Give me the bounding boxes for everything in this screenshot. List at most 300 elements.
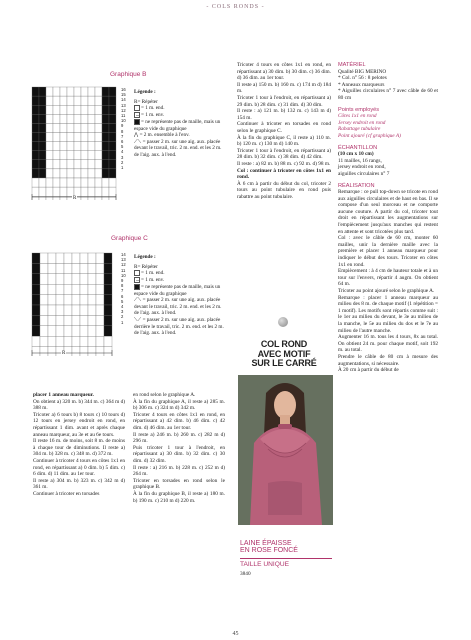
chart-cell [53, 142, 60, 151]
legend-knit: = 1 m. end. [134, 105, 227, 112]
chart-cell [64, 284, 72, 294]
row-number: 9 [121, 123, 124, 129]
chart-cell [88, 347, 96, 356]
chart-cell [48, 315, 56, 325]
chart-cell [95, 133, 102, 142]
chart-cell [32, 315, 40, 325]
chart-cell [74, 169, 81, 178]
chart-cell [39, 169, 46, 178]
chart-cell [96, 347, 104, 356]
chart-cell [96, 253, 104, 263]
row-number: 1 [121, 319, 124, 325]
chart-cell [109, 169, 116, 178]
chart-cell [60, 96, 67, 105]
chart-cell [46, 142, 53, 151]
chart-cell [40, 305, 48, 315]
chart-c-row-numbers [121, 252, 126, 325]
row-number: 5 [121, 298, 124, 304]
chart-cell [56, 295, 64, 305]
chart-cell [81, 133, 88, 142]
cable-front-icon: ⟋⟍ [134, 138, 142, 145]
chart-cell [53, 169, 60, 178]
row-number: 9 [121, 278, 124, 284]
chart-cell [39, 160, 46, 169]
row-number: 11 [121, 113, 126, 119]
chart-cell [88, 284, 96, 294]
chart-cell [109, 123, 116, 132]
row-number: 2 [121, 159, 124, 165]
chart-cell [104, 336, 112, 346]
chart-cell [48, 284, 56, 294]
chart-cell [32, 114, 39, 123]
chart-cell [80, 295, 88, 305]
chart-cell [104, 263, 112, 273]
chart-cell [72, 253, 80, 263]
size-label: TAILLE UNIQUE [240, 561, 289, 568]
chart-cell [104, 274, 112, 284]
chart-b-title: Graphique B [110, 71, 147, 78]
chart-cell [40, 336, 48, 346]
chart-cell [72, 305, 80, 315]
chart-cell [60, 160, 67, 169]
chart-cell [109, 160, 116, 169]
chart-cell [60, 169, 67, 178]
chart-cell [32, 295, 40, 305]
chart-cell [102, 151, 109, 160]
chart-cell [88, 87, 95, 96]
chart-cell [88, 263, 96, 273]
chart-cell [88, 178, 95, 187]
chart-cell [109, 114, 116, 123]
row-number: 10 [121, 118, 126, 124]
chart-cell [67, 178, 74, 187]
chart-cell [80, 305, 88, 315]
chart-cell [53, 178, 60, 187]
chart-cell [32, 336, 40, 346]
row-number: 7 [121, 288, 124, 294]
chart-cell [95, 87, 102, 96]
chart-cell [40, 274, 48, 284]
chart-cell [74, 87, 81, 96]
chart-cell [81, 142, 88, 151]
chart-cell [48, 305, 56, 315]
chart-cell [88, 274, 96, 284]
chart-cell [46, 169, 53, 178]
legend-c-empty: = ne représente pas de maille, mais un espace vide du graphique [134, 283, 221, 297]
page-header: - COLS RONDS - [206, 4, 265, 10]
chart-cell [32, 263, 40, 273]
knit-swatch-icon [134, 270, 140, 276]
chart-cell [81, 114, 88, 123]
chart-cell [95, 123, 102, 132]
chart-cell [32, 178, 39, 187]
echantillon-title: ÉCHANTILLON [338, 144, 378, 151]
chart-cell [74, 96, 81, 105]
chart-cell [60, 105, 67, 114]
row-number: 14 [121, 252, 126, 257]
chart-cell [95, 96, 102, 105]
chart-cell [53, 114, 60, 123]
purl-swatch-icon [134, 112, 140, 118]
chart-c-legend-title: Légende : [134, 254, 156, 260]
chart-cell [32, 274, 40, 284]
chart-cell [102, 178, 109, 187]
purl-swatch-icon [134, 277, 140, 283]
chart-cell [95, 178, 102, 187]
chart-cell [80, 253, 88, 263]
chart-cell [64, 263, 72, 273]
chart-cell [80, 347, 88, 356]
chart-cell [102, 87, 109, 96]
chart-cell [80, 274, 88, 284]
chart-cell [53, 123, 60, 132]
legend-c-repeat: R= Répéter [134, 263, 158, 270]
chart-cell [64, 274, 72, 284]
chart-cell [46, 178, 53, 187]
yarn-description: LAINE ÉPAISSE EN ROSE FONCÉ [240, 540, 298, 555]
chart-cell [104, 305, 112, 315]
chart-cell [104, 326, 112, 336]
chart-cell [39, 123, 46, 132]
chart-cell [80, 263, 88, 273]
chart-cell [80, 336, 88, 346]
chart-cell [56, 253, 64, 263]
chart-cell [32, 284, 40, 294]
chart-cell [60, 151, 67, 160]
legend-c-cable-front: ⟋⟍ = passer 2 m. sur une aig. aux. placée devant le travail, tric. 2 m. end. et les 2 m. de l'aig. aux. à l'end. [134, 297, 222, 317]
chart-cell [104, 295, 112, 305]
chart-cell [40, 253, 48, 263]
chart-cell [74, 114, 81, 123]
chart-cell [96, 305, 104, 315]
chart-cell [32, 123, 39, 132]
chart-cell [109, 187, 116, 196]
chart-cell [64, 305, 72, 315]
chart-b-legend-title: Légende : [134, 89, 156, 95]
chart-cell [67, 105, 74, 114]
chart-c-title: Graphique C [111, 235, 148, 242]
chart-cell [46, 133, 53, 142]
chart-cell [96, 295, 104, 305]
chart-cell [74, 151, 81, 160]
chart-cell [60, 178, 67, 187]
row-number: 3 [121, 309, 124, 315]
chart-cell [67, 187, 74, 196]
chart-cell [109, 96, 116, 105]
chart-c-legend [134, 254, 227, 337]
body-column-3: Tricoter 4 tours en côtes 1x1 en rond, en répartissant a) 30 dim. b) 30 dim. c) 36 dim. d) 36 dim. au 1er tour. Il reste a) 150 m. b) 160 m. c) 174 m d) 184 m. Tricoter 1 tour à l'endroit, en répartissant a) 29 dim. b) 28 dim. c) 31 dim. d) 30 dim. Il reste : a) 121 m. b) 132 m. c) 143 m d) 154 m. Continuer à tricoter en torsades en rond selon le graphique C. À la fin du graphique C, il reste a) 110 m. b) 120 m. c) 130 m d) 140 m. Tricoter 1 tour à l'endroit, en répartissant a) 28 dim. b) 32 dim. c) 38 dim. d) 42 dim. Il reste : a) 82 m. b) 88 m. c) 92 m. d) 98 m. Col : continuer à tricoter en côtes 1x1 en rond. À 6 cm à partir du début du col, tricoter 2 tours au point tubulaire en rond puis rabattre au point tubulaire. [237, 62, 331, 200]
chart-cell [109, 178, 116, 187]
chart-cell [74, 142, 81, 151]
chart-cell [46, 123, 53, 132]
chart-cell [96, 274, 104, 284]
chart-cell [32, 187, 39, 196]
chart-cell [48, 347, 56, 356]
chart-cell [48, 326, 56, 336]
chart-cell [40, 284, 48, 294]
row-number: 2 [121, 314, 124, 320]
legend-cable-front: ⟋⟍ = passer 2 m. sur une aig. aux. placée devant le travail, tric. 2 m. end. et les 2 m. de l'aig. aux. à l'end. [134, 138, 222, 158]
row-number: 7 [121, 133, 124, 139]
chart-b-repeat-label: R [73, 196, 77, 201]
chart-cell [74, 105, 81, 114]
pattern-title: COL ROND AVEC MOTIF SUR LE CARRÉ [251, 339, 317, 368]
chart-cell [32, 305, 40, 315]
chart-cell [109, 87, 116, 96]
chart-cell [40, 326, 48, 336]
chart-cell [81, 123, 88, 132]
row-number: 12 [121, 107, 126, 113]
knit-swatch-icon [134, 105, 140, 111]
chart-cell [40, 295, 48, 305]
chart-cell [56, 274, 64, 284]
chart-cell [32, 347, 40, 356]
chart-cell [64, 336, 72, 346]
chart-cell [102, 160, 109, 169]
chart-cell [95, 151, 102, 160]
chart-cell [102, 105, 109, 114]
chart-cell [48, 295, 56, 305]
p2tog-icon: ⋀ [134, 132, 139, 139]
body-column-1: placer 1 anneau marqueur. On obtient a) 320 m. b) 344 m. c) 364 m d) 388 m. Tricoter a) 6 tours b) 8 tours c) 10 tours d) 12 tours en jersey endroit en rond, en répartissant 1 dim. avant et après chaque anneau marqueur, au 3e et au 6e tours. Il reste 16 m. de moins, soit 8 m. de moins à chaque tour de diminutions. Il reste a) 304 m. b) 328 m. c) 348 m. d) 372 m. Continuer à tricoter 4 tours en côtes 1x1 en rond, en répartissant a) 0 dim. b) 5 dim. c) 6 dim. d) 11 dim. au 1er tour. Il reste a) 304 m. b) 323 m. c) 342 m d) 361 m. Continuer à tricoter en torsades [33, 392, 125, 497]
row-number: 12 [121, 262, 126, 268]
chart-cell [39, 133, 46, 142]
chart-cell [95, 169, 102, 178]
chart-cell [67, 169, 74, 178]
chart-cell [67, 96, 74, 105]
legend-p2tog: ⋀ = 2 m. ensemble à l'env. [134, 132, 190, 139]
chart-cell [102, 123, 109, 132]
chart-cell [53, 105, 60, 114]
chart-cell [88, 96, 95, 105]
model-photo-image [238, 375, 333, 525]
chart-b-row-numbers [121, 87, 126, 170]
chart-cell [96, 326, 104, 336]
row-number: 10 [121, 272, 126, 278]
row-number: 1 [121, 165, 124, 171]
chart-cell [39, 114, 46, 123]
chart-cell [67, 123, 74, 132]
chart-cell [39, 151, 46, 160]
row-number: 13 [121, 257, 126, 263]
model-photo [238, 375, 333, 525]
chart-cell [56, 336, 64, 346]
chart-cell [88, 305, 96, 315]
chart-cell [104, 347, 112, 356]
chart-cell [88, 114, 95, 123]
chart-cell [32, 87, 39, 96]
chart-cell [39, 178, 46, 187]
chart-cell [46, 151, 53, 160]
chart-cell [88, 133, 95, 142]
chart-cell [53, 96, 60, 105]
legend-empty: = ne représente pas de maille, mais un espace vide du graphique [134, 118, 221, 132]
chart-cell [56, 326, 64, 336]
chart-cell [56, 284, 64, 294]
chart-cell [32, 160, 39, 169]
chart-cell [39, 96, 46, 105]
chart-cell [64, 326, 72, 336]
chart-b-grid [30, 86, 120, 200]
chart-cell [88, 326, 96, 336]
legend-c-purl: = 1 m. env. [134, 277, 227, 284]
chart-cell [64, 315, 72, 325]
chart-cell [96, 336, 104, 346]
chart-cell [67, 133, 74, 142]
chart-cell [60, 123, 67, 132]
chart-cell [40, 315, 48, 325]
chart-cell [95, 114, 102, 123]
chart-cell [39, 87, 46, 96]
row-number: 8 [121, 283, 124, 289]
row-number: 3 [121, 154, 124, 160]
row-number: 6 [121, 139, 124, 145]
pattern-reference: 3840 [240, 571, 251, 577]
chart-cell [88, 253, 96, 263]
chart-cell [88, 169, 95, 178]
chart-cell [88, 315, 96, 325]
chart-cell [74, 133, 81, 142]
chart-cell [60, 87, 67, 96]
chart-cell [74, 187, 81, 196]
chart-cell [46, 96, 53, 105]
row-number: 16 [121, 87, 126, 92]
chart-cell [102, 114, 109, 123]
chart-cell [48, 336, 56, 346]
chart-cell [53, 160, 60, 169]
chart-cell [32, 133, 39, 142]
chart-cell [109, 142, 116, 151]
legend-c-knit: = 1 m. end. [134, 270, 227, 277]
chart-cell [72, 263, 80, 273]
chart-cell [81, 105, 88, 114]
chart-cell [74, 160, 81, 169]
chart-cell [81, 96, 88, 105]
chart-cell [80, 284, 88, 294]
row-number: 15 [121, 92, 126, 98]
chart-cell [102, 187, 109, 196]
chart-cell [53, 187, 60, 196]
empty-swatch-icon [134, 119, 140, 125]
chart-cell [48, 263, 56, 273]
chart-cell [67, 142, 74, 151]
chart-cell [60, 142, 67, 151]
row-number: 4 [121, 149, 124, 155]
chart-cell [32, 142, 39, 151]
legend-c-cable-back: ⟍⟋ = passer 2 m. sur une aig. aux. placée derrière le travail, tric. 2 m. end. et les 2 m. de l'aig. aux. à l'end. [134, 316, 224, 337]
chart-cell [88, 105, 95, 114]
chart-cell [74, 123, 81, 132]
chart-cell [104, 315, 112, 325]
divider [240, 558, 332, 559]
chart-cell [95, 160, 102, 169]
chart-cell [72, 274, 80, 284]
chart-cell [56, 263, 64, 273]
chart-cell [46, 160, 53, 169]
chart-cell [95, 142, 102, 151]
chart-cell [104, 253, 112, 263]
legend-repeat: R= Répéter [134, 98, 158, 105]
chart-cell [88, 336, 96, 346]
chart-cell [53, 151, 60, 160]
materiel-title: MATÉRIEL [338, 62, 366, 68]
chart-cell [53, 87, 60, 96]
chart-b-legend [134, 89, 227, 159]
body-column-2: en rond selon le graphique A. À la fin du graphique A, il reste a) 285 m. b) 306 m. c) 324 m d) 342 m. Tricoter 4 tours en côtes 1x1 en rond, en répartissant a) 42 dim. b) 46 dim. c) 42 dim. d) 46 dim. au 1er tour. Il reste a) 246 m. b) 260 m. c) 282 m d) 296 m. Puis tricoter 1 tour à l'endroit, en répartissant a) 30 dim. b) 32 dim. c) 30 dim. d) 32 dim. Il reste : a) 216 m. b) 228 m. c) 252 m d) 264 m. Tricoter en torsades en rond selon le graphique B. À la fin du graphique B, il reste a) 180 m. b) 190 m. c) 210 m d) 220 m. [133, 392, 225, 504]
chart-cell [32, 326, 40, 336]
chart-cell [88, 160, 95, 169]
chart-cell [102, 169, 109, 178]
chart-cell [67, 87, 74, 96]
chart-cell [56, 315, 64, 325]
chart-cell [72, 315, 80, 325]
chart-cell [32, 151, 39, 160]
yarn-ball-icon [278, 317, 288, 327]
chart-cell [102, 133, 109, 142]
chart-cell [81, 151, 88, 160]
chart-cell [81, 178, 88, 187]
row-number: 14 [121, 97, 126, 103]
empty-swatch-icon [134, 284, 140, 290]
chart-cell [39, 187, 46, 196]
cable-front-icon: ⟋⟍ [134, 297, 142, 304]
chart-cell [72, 295, 80, 305]
legend-purl: = 1 m. env. [134, 112, 227, 119]
chart-cell [96, 284, 104, 294]
chart-cell [60, 187, 67, 196]
chart-c-grid [30, 252, 120, 356]
chart-c-repeat-label: R [62, 351, 66, 356]
page-number: 45 [232, 631, 239, 637]
chart-cell [72, 347, 80, 356]
chart-cell [109, 133, 116, 142]
chart-cell [40, 263, 48, 273]
chart-cell [72, 284, 80, 294]
chart-cell [46, 187, 53, 196]
chart-cell [48, 274, 56, 284]
chart-cell [95, 187, 102, 196]
chart-cell [80, 315, 88, 325]
chart-cell [96, 263, 104, 273]
chart-cell [72, 336, 80, 346]
chart-cell [56, 305, 64, 315]
chart-cell [88, 151, 95, 160]
chart-cell [109, 151, 116, 160]
chart-cell [96, 315, 104, 325]
chart-cell [32, 253, 40, 263]
cable-back-icon: ⟍⟋ [134, 316, 142, 323]
chart-cell [109, 105, 116, 114]
chart-cell [81, 160, 88, 169]
row-number: 4 [121, 304, 124, 310]
chart-cell [102, 96, 109, 105]
chart-cell [67, 114, 74, 123]
chart-cell [40, 347, 48, 356]
chart-cell [32, 96, 39, 105]
chart-cell [64, 295, 72, 305]
chart-cell [60, 114, 67, 123]
chart-cell [64, 253, 72, 263]
chart-cell [46, 105, 53, 114]
chart-cell [46, 114, 53, 123]
chart-cell [67, 151, 74, 160]
realisation-title: RÉALISATION [338, 182, 375, 189]
chart-cell [32, 169, 39, 178]
chart-cell [32, 105, 39, 114]
chart-cell [95, 105, 102, 114]
body-column-4: MATÉRIEL Qualité BIG MERINO * Col. n° 56 : 8 pelotes * Anneaux marqueurs * Aiguilles circulaires n° 7 avec câble de 60 et 80 cm Points employés Côtes 1x1 en rond Jersey endroit en rond Rabattage tubulaire Point ajouré (cf graphique A) ÉCHANTILLON (10 cm x 10 cm) 11 mailles, 16 rangs, jersey endroit en rond, aiguilles circulaires n° 7 RÉALISATION Remarque : ce pull top-down se tricote en rond aux aiguilles circulaires et de haut en bas. Il se compose d'un seul morceau et ne comporte aucune couture. A partir du col, tricoter tout droit en répartissant les augmentations sur l'empiècement jusqu'aux manches qui restent en attente et sont tricotées plus tard. Col : avec le câble de 60 cm, monter 60 mailles, unir la dernière maille avec la première et placer 1 anneau marqueur pour indiquer le début des tours. Tricoter en côtes 1x1 en rond. Empiècement : à 4 cm de hauteur totale et à un tour sur l'envers, répartir 4 augm. On obtient 64 m. Tricoter au point ajouré selon le graphique A. Remarque : placer 1 anneau marqueur au milieu des 8 m. de chaque motif (1 répétition = 1 motif). Les motifs sont répartis comme suit : le 1er au milieu du devant, le 3e au milieu de la manche, le 5e au milieu du dos et le 7e au milieu de l'autre manche. Augmenter 16 m. tous les 4 tours, 8x au total. On obtient 24 m. pour chaque motif, soit 192 m. au total. Prendre le câble de 80 cm à mesure des augmentations, si nécessaire. À 20 cm à partir du début de [338, 62, 438, 374]
chart-cell [88, 142, 95, 151]
